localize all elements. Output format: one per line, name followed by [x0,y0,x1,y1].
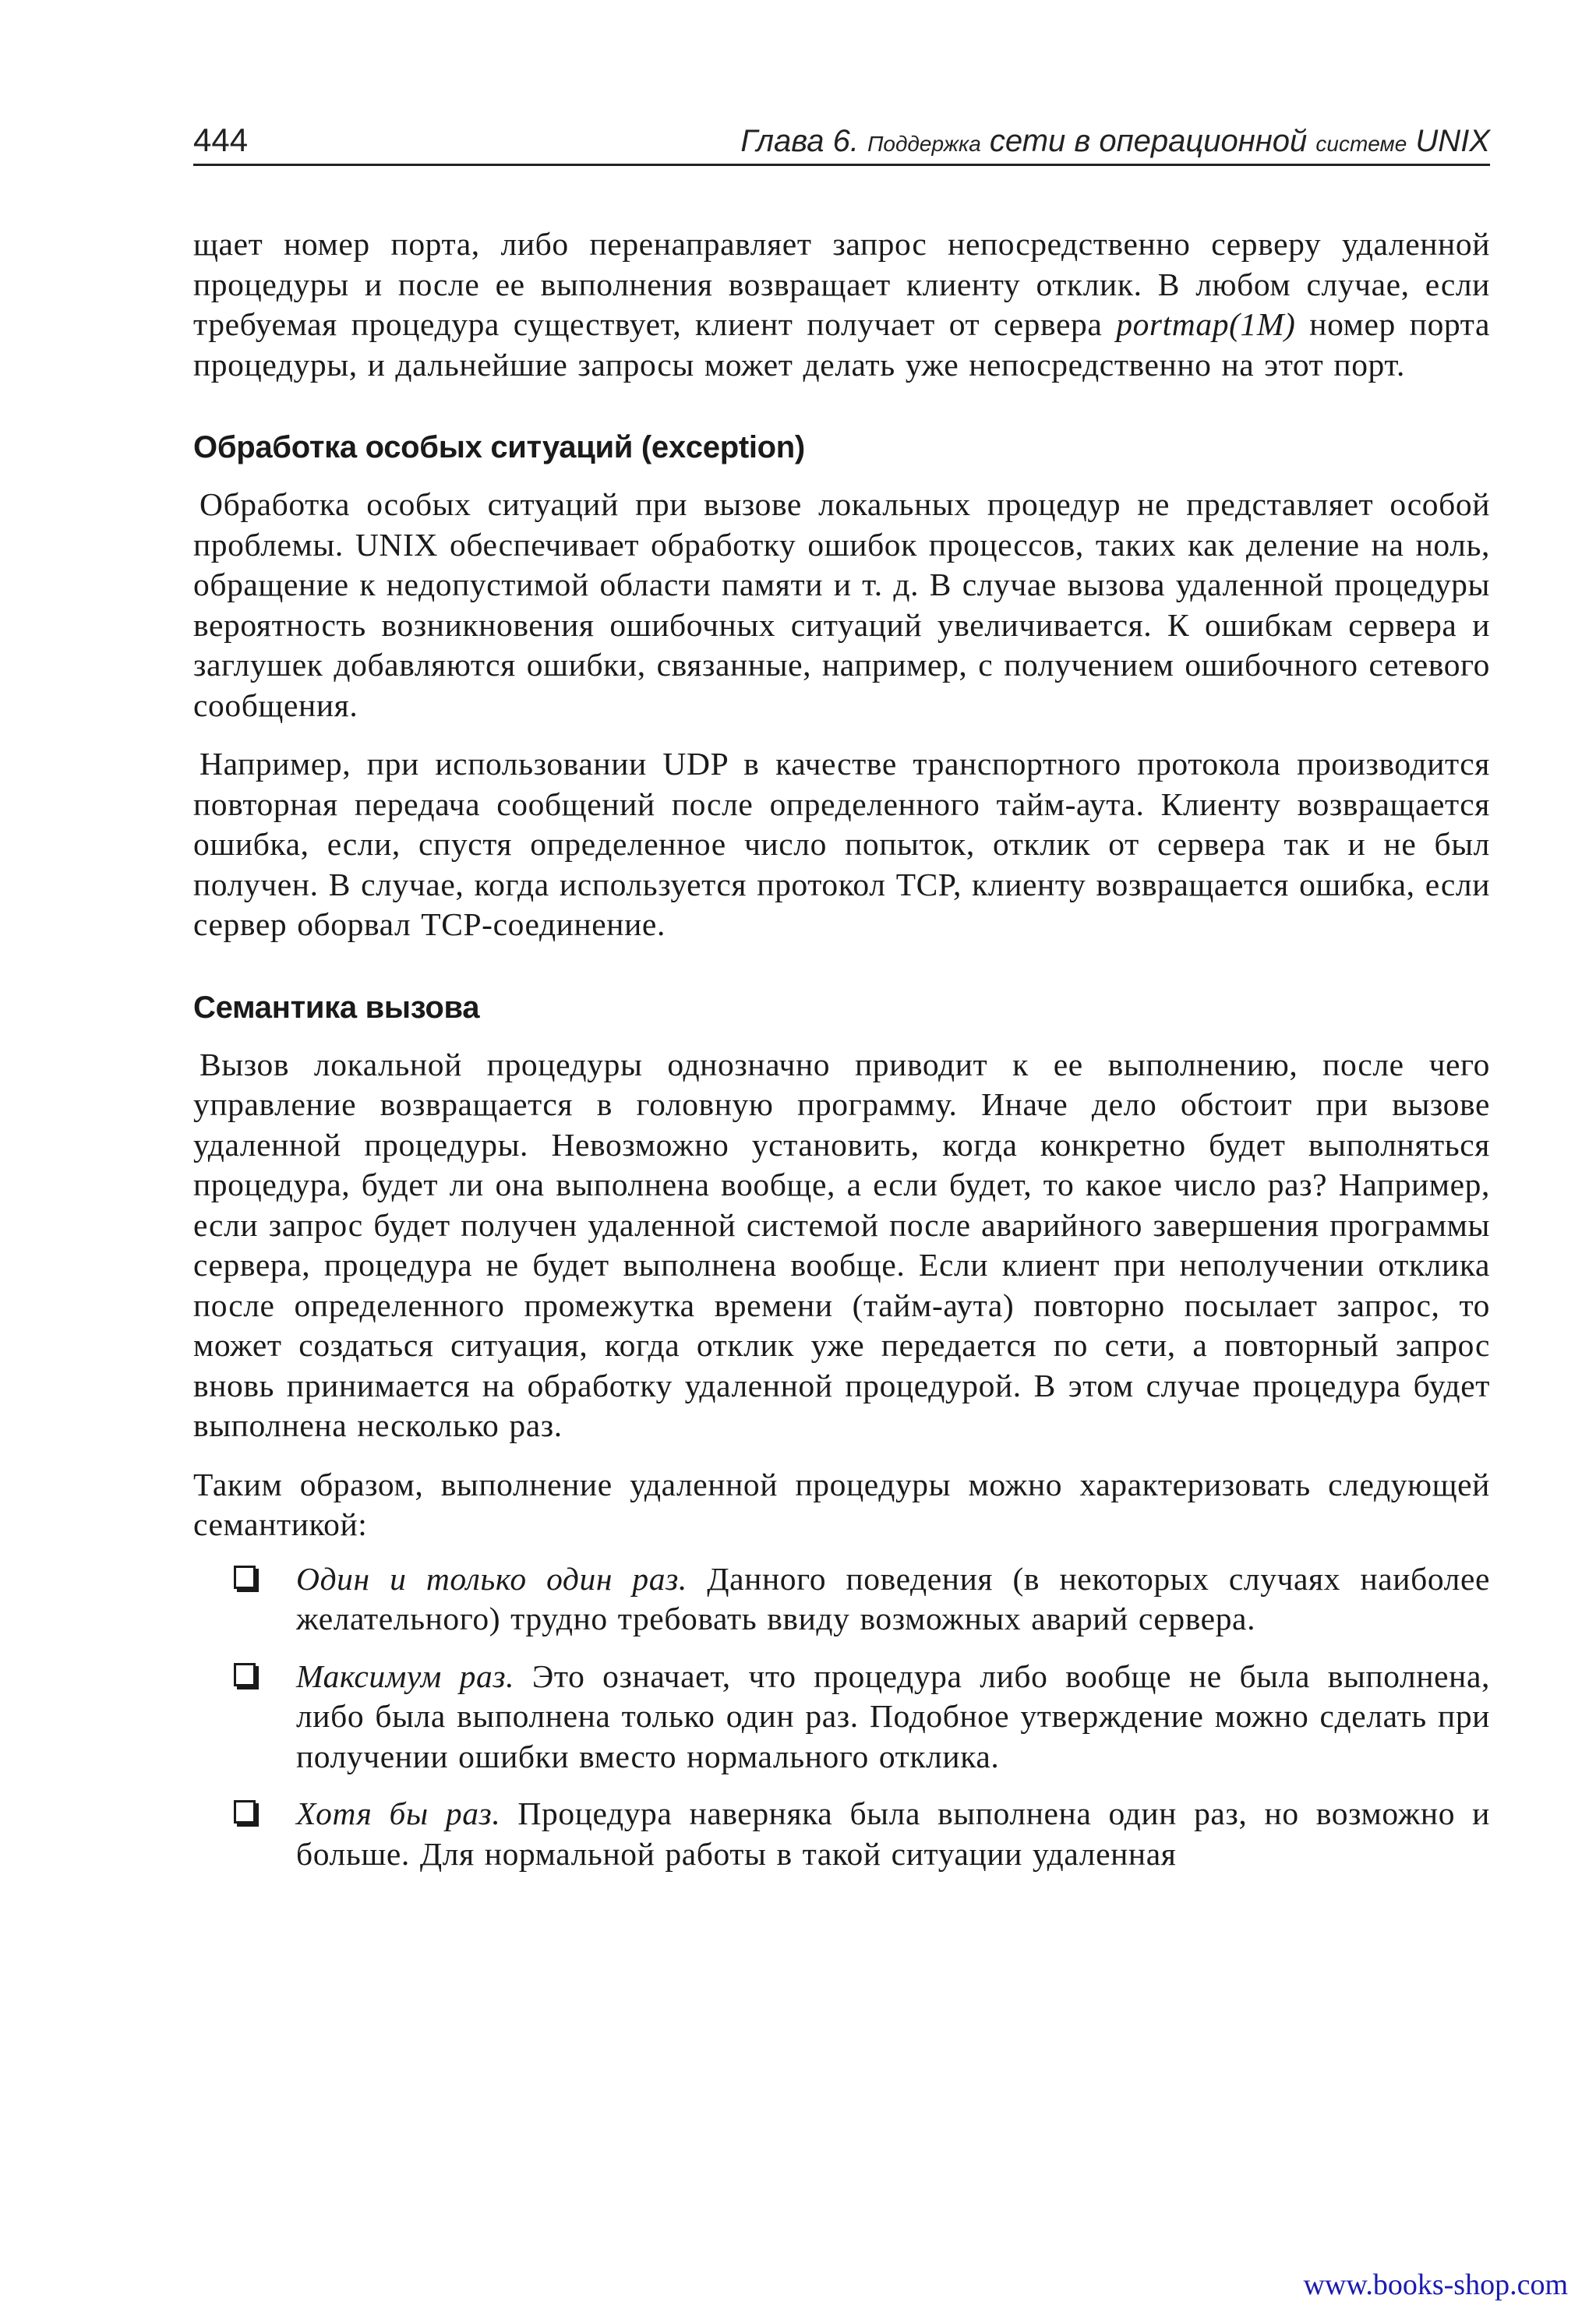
page-body [193,224,1490,1891]
running-head-title [740,124,1490,159]
intro-text-before: щает номер порта, либо перенаправляет запрос непосредственно серверу удаленной процедуры и после ее выполнения возвращает клиенту отклик. В любом случае, если требуемая процедура существует, клиент получает от сервера [193,226,1490,342]
list-item [193,1794,1490,1874]
section-heading-exceptions: Обработка особых ситуаций (exception) [193,430,805,464]
intro-text-after: номер порта процедуры, и дальнейшие запросы может делать уже непосредственно на этот порт. [193,306,1490,383]
running-head-part2: сети в операционной [989,124,1308,158]
running-header [193,117,1490,166]
exceptions-paragraph-2: Например, при использовании UDP в качестве транспортного протокола производится повторная передача сообщений после определенного тайм-аута. Клиенту возвращается ошибка, если, спустя определенное число попыток, отклик от сервера так и не был получен. В случае, когда используется протокол TCP, клиенту возвращается ошибка, если сервер оборвал TCP-соединение. [193,746,1490,942]
running-head-part3: системе [1315,132,1407,156]
list-item-term: Максимум раз. [296,1658,515,1694]
list-item-text: Данного поведения (в некоторых случаях наиболее желательного) трудно требовать ввиду возможных аварий сервера. [296,1560,1490,1636]
checkbox-bullet-icon [234,1566,256,1589]
portmap-reference: portmap(1M) [1116,306,1296,342]
running-head-part1: Поддержка [867,132,981,156]
list-item-term: Хотя бы раз. [296,1795,501,1831]
list-item [193,1657,1490,1778]
list-item-text: Процедура наверняка была выполнена один раз, но возможно и больше. Для нормальной работы в такой ситуации удаленная [296,1795,1490,1872]
semantics-paragraph-1: Вызов локальной процедуры однозначно приводит к ее выполнению, после чего управление возвращается в головную программу. Иначе дело обстоит при вызове удаленной процедуры. Невозможно установить, когда конкретно будет выполняться процедура, будет ли она выполнена вообще, а если будет, то какое число раз? Например, если запрос будет получен удаленной системой после аварийного завершения программы сервера, процедура не будет выполнена вообще. Если клиент при неполучении отклика после определенного промежутка времени (тайм-аута) повторно посылает запрос, то может создаться ситуация, когда отклик уже передается по сети, а повторный запрос вновь принимается на обработку удаленной процедурой. В этом случае процедура будет выполнена несколько раз. [193,1046,1490,1443]
checkbox-bullet-icon [234,1800,256,1824]
list-item-term: Один и только один раз. [296,1560,687,1597]
list-item-text: Это означает, что процедура либо вообще не была выполнена, либо была выполнена только один раз. Подобное утверждение можно сделать при получении ошибки вместо нормального отклика. [296,1658,1490,1774]
running-head-part4: UNIX [1415,124,1490,158]
semantics-list [193,1559,1490,1875]
chapter-label: Глава 6. [740,124,859,158]
semantics-paragraph-2: Таким образом, выполнение удаленной процедуры можно характеризовать следующей семантикой: [193,1466,1490,1542]
section-heading-semantics: Семантика вызова [193,990,480,1025]
intro-paragraph [193,224,1490,385]
page-number: 444 [193,122,249,158]
watermark-link[interactable]: www.books-shop.com [1303,2268,1568,2301]
list-item [193,1559,1490,1640]
exceptions-paragraph-1: Обработка особых ситуаций при вызове локальных процедур не представляет особой проблемы. UNIX обеспечивает обработку ошибок процессов, таких как деление на ноль, обращение к недопустимой области памяти и т. д. В случае вызова удаленной процедуры вероятность возникновения ошибочных ситуаций увеличивается. К ошибкам сервера и заглушек добавляются ошибки, связанные, например, с получением ошибочного сетевого сообщения. [193,486,1490,723]
checkbox-bullet-icon [234,1663,256,1686]
